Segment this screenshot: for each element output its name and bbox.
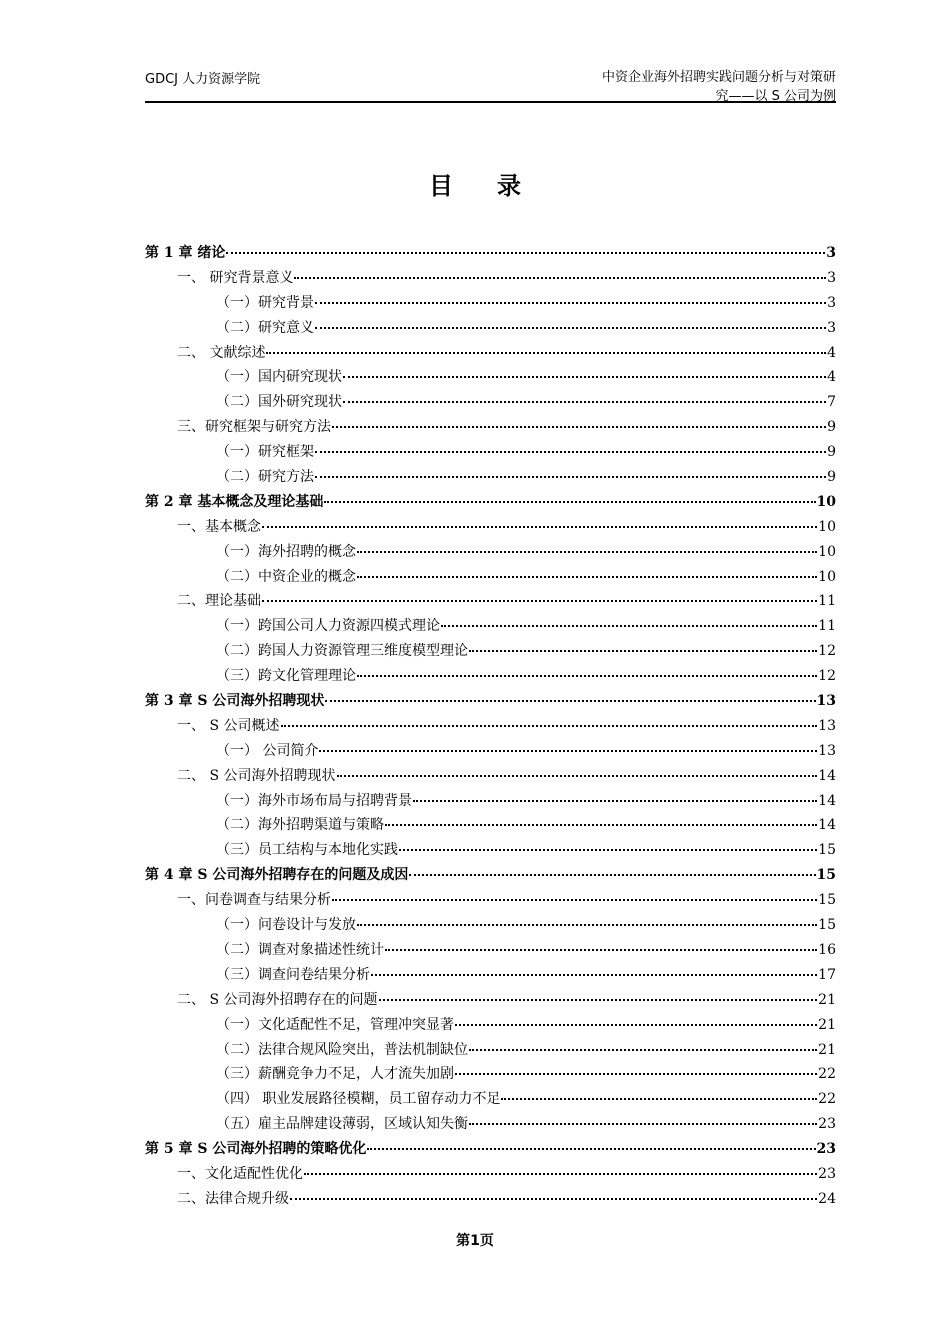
toc-dot-leader <box>469 636 817 652</box>
toc-entry-label: 二、 S 公司海外招聘存在的问题 <box>177 991 378 1008</box>
toc-dot-leader <box>357 910 817 926</box>
toc-entry-label: 一、 研究背景意义 <box>177 269 294 286</box>
toc-dot-leader <box>409 860 815 876</box>
table-of-contents <box>145 241 836 1212</box>
header-rule <box>145 101 836 103</box>
toc-entry-label: （三）调查问卷结果分析 <box>216 966 370 983</box>
toc-entry-label: （一）研究框架 <box>216 444 314 461</box>
toc-dot-leader <box>266 338 826 354</box>
toc-dot-leader <box>385 935 817 951</box>
toc-entry-page: 21 <box>818 1041 836 1058</box>
toc-dot-leader <box>281 711 818 727</box>
toc-dot-leader <box>262 512 817 528</box>
toc-entry-page: 7 <box>827 394 836 411</box>
toc-entry-label: （二）中资企业的概念 <box>216 568 356 585</box>
toc-dot-leader <box>290 1184 817 1200</box>
toc-entry-page: 21 <box>818 991 836 1008</box>
toc-entry-label: 一、问卷调查与结果分析 <box>177 892 331 909</box>
toc-entry-label: （三）跨文化管理理论 <box>216 668 356 685</box>
toc-entry-page: 10 <box>816 493 836 510</box>
toc-entry-label: （三）薪酬竞争力不足，人才流失加剧 <box>216 1066 454 1083</box>
toc-entry-page: 23 <box>816 1141 836 1158</box>
toc-entry-page: 22 <box>818 1091 836 1108</box>
toc-entry-page: 3 <box>827 269 836 286</box>
toc-dot-leader <box>294 263 826 279</box>
toc-entry-label: （二）跨国人力资源管理三维度模型理论 <box>216 643 468 660</box>
header-title-line-2: 究——以 S 公司为例 <box>715 89 836 104</box>
toc-entry-label: 一、基本概念 <box>177 518 261 535</box>
toc-entry-label: （一）研究背景 <box>216 294 314 311</box>
toc-entry-page: 10 <box>818 518 836 535</box>
toc-entry-page: 11 <box>818 593 836 610</box>
toc-entry-page: 10 <box>818 543 836 560</box>
toc-entry-label: （五）雇主品牌建设薄弱，区域认知失衡 <box>216 1116 468 1133</box>
toc-entry-page: 15 <box>816 867 836 884</box>
toc-entry-page: 12 <box>818 668 836 685</box>
toc-entry[interactable] <box>145 1187 836 1212</box>
toc-dot-leader <box>332 412 826 428</box>
toc-dot-leader <box>332 885 817 901</box>
toc-dot-leader <box>357 661 817 677</box>
toc-dot-leader <box>343 362 826 378</box>
toc-entry-label: （一）国内研究现状 <box>216 369 342 386</box>
toc-entry-page: 9 <box>827 419 836 436</box>
toc-entry-page: 21 <box>818 1016 836 1033</box>
toc-entry-label: 第 4 章 S 公司海外招聘存在的问题及成因 <box>145 867 409 884</box>
toc-dot-leader <box>226 238 825 254</box>
toc-dot-leader <box>357 537 817 553</box>
toc-entry-page: 14 <box>818 792 836 809</box>
toc-dot-leader <box>455 1010 817 1026</box>
toc-entry-page: 3 <box>827 294 836 311</box>
toc-entry-label: （三）员工结构与本地化实践 <box>216 842 398 859</box>
toc-dot-leader <box>455 1059 817 1075</box>
toc-entry-label: （一）海外招聘的概念 <box>216 543 356 560</box>
toc-entry-page: 4 <box>827 369 836 386</box>
toc-dot-leader <box>367 1134 815 1150</box>
toc-entry-page: 17 <box>818 966 836 983</box>
toc-entry-label: （一） 公司简介 <box>216 742 319 759</box>
toc-entry-label: 三、研究框架与研究方法 <box>177 419 331 436</box>
toc-entry-page: 9 <box>827 444 836 461</box>
toc-dot-leader <box>304 1159 817 1175</box>
toc-entry-page: 14 <box>818 817 836 834</box>
toc-entry-label: （一）文化适配性不足，管理冲突显著 <box>216 1016 454 1033</box>
toc-entry-label: （一）跨国公司人力资源四模式理论 <box>216 618 440 635</box>
toc-dot-leader <box>315 313 826 329</box>
toc-dot-leader <box>262 586 817 602</box>
toc-entry-page: 3 <box>827 319 836 336</box>
toc-entry-page: 4 <box>827 344 836 361</box>
toc-entry-page: 24 <box>818 1190 836 1207</box>
toc-entry-page: 13 <box>816 693 836 710</box>
toc-entry-page: 11 <box>818 618 836 635</box>
toc-dot-leader <box>469 1109 817 1125</box>
toc-entry-page: 23 <box>818 1116 836 1133</box>
toc-dot-leader <box>379 985 818 1001</box>
toc-dot-leader <box>399 835 817 851</box>
toc-dot-leader <box>413 786 817 802</box>
toc-dot-leader <box>315 288 826 304</box>
toc-entry-page: 23 <box>818 1165 836 1182</box>
toc-entry-page: 14 <box>818 767 836 784</box>
toc-entry-page: 15 <box>818 917 836 934</box>
toc-entry-page: 15 <box>818 892 836 909</box>
toc-dot-leader <box>337 761 818 777</box>
toc-entry-page: 13 <box>818 717 836 734</box>
toc-entry-label: 二、 S 公司海外招聘现状 <box>177 767 336 784</box>
toc-entry-page: 9 <box>827 469 836 486</box>
toc-entry-label: 第 2 章 基本概念及理论基础 <box>145 493 324 510</box>
toc-entry-label: （二）法律合规风险突出，普法机制缺位 <box>216 1041 468 1058</box>
toc-dot-leader <box>315 462 826 478</box>
toc-entry-label: （一）海外市场布局与招聘背景 <box>216 792 412 809</box>
toc-entry-page: 3 <box>826 245 836 261</box>
header-school-name: GDCJ 人力资源学院 <box>145 72 261 87</box>
toc-dot-leader <box>324 487 815 503</box>
toc-dot-leader <box>385 810 817 826</box>
toc-title: 目录 <box>429 171 565 200</box>
toc-entry-page: 16 <box>818 941 836 958</box>
toc-entry-label: 二、理论基础 <box>177 593 261 610</box>
toc-entry-label: 二、 文献综述 <box>177 344 266 361</box>
toc-entry-label: 一、文化适配性优化 <box>177 1165 303 1182</box>
toc-dot-leader <box>325 686 815 702</box>
toc-entry-page: 15 <box>818 842 836 859</box>
toc-dot-leader <box>315 437 826 453</box>
toc-entry-label: 二、法律合规升级 <box>177 1190 289 1207</box>
toc-dot-leader <box>357 562 817 578</box>
toc-dot-leader <box>441 611 817 627</box>
toc-dot-leader <box>371 960 817 976</box>
toc-entry-label: （二）国外研究现状 <box>216 394 342 411</box>
toc-dot-leader <box>319 736 817 752</box>
toc-entry-label: （二）调查对象描述性统计 <box>216 941 384 958</box>
toc-entry-label: （二）研究方法 <box>216 469 314 486</box>
toc-entry-page: 13 <box>818 742 836 759</box>
toc-dot-leader <box>501 1084 817 1100</box>
toc-entry-label: （二）海外招聘渠道与策略 <box>216 817 384 834</box>
toc-entry-label: （一）问卷设计与发放 <box>216 917 356 934</box>
toc-entry-label: 第 1 章 绪论 <box>145 245 226 261</box>
toc-entry-label: 第 5 章 S 公司海外招聘的策略优化 <box>145 1141 367 1158</box>
header-title-line-1: 中资企业海外招聘实践问题分析与对策研 <box>601 70 836 85</box>
toc-dot-leader <box>343 387 826 403</box>
toc-entry-label: （二）研究意义 <box>216 319 314 336</box>
page-number: 第1页 <box>456 1233 494 1249</box>
toc-entry-page: 12 <box>818 643 836 660</box>
toc-entry-label: 第 3 章 S 公司海外招聘现状 <box>145 693 325 710</box>
toc-entry-label: 一、 S 公司概述 <box>177 717 280 734</box>
toc-entry-page: 10 <box>818 568 836 585</box>
toc-entry-page: 22 <box>818 1066 836 1083</box>
toc-dot-leader <box>469 1035 817 1051</box>
toc-entry-label: （四） 职业发展路径模糊，员工留存动力不足 <box>216 1091 501 1108</box>
